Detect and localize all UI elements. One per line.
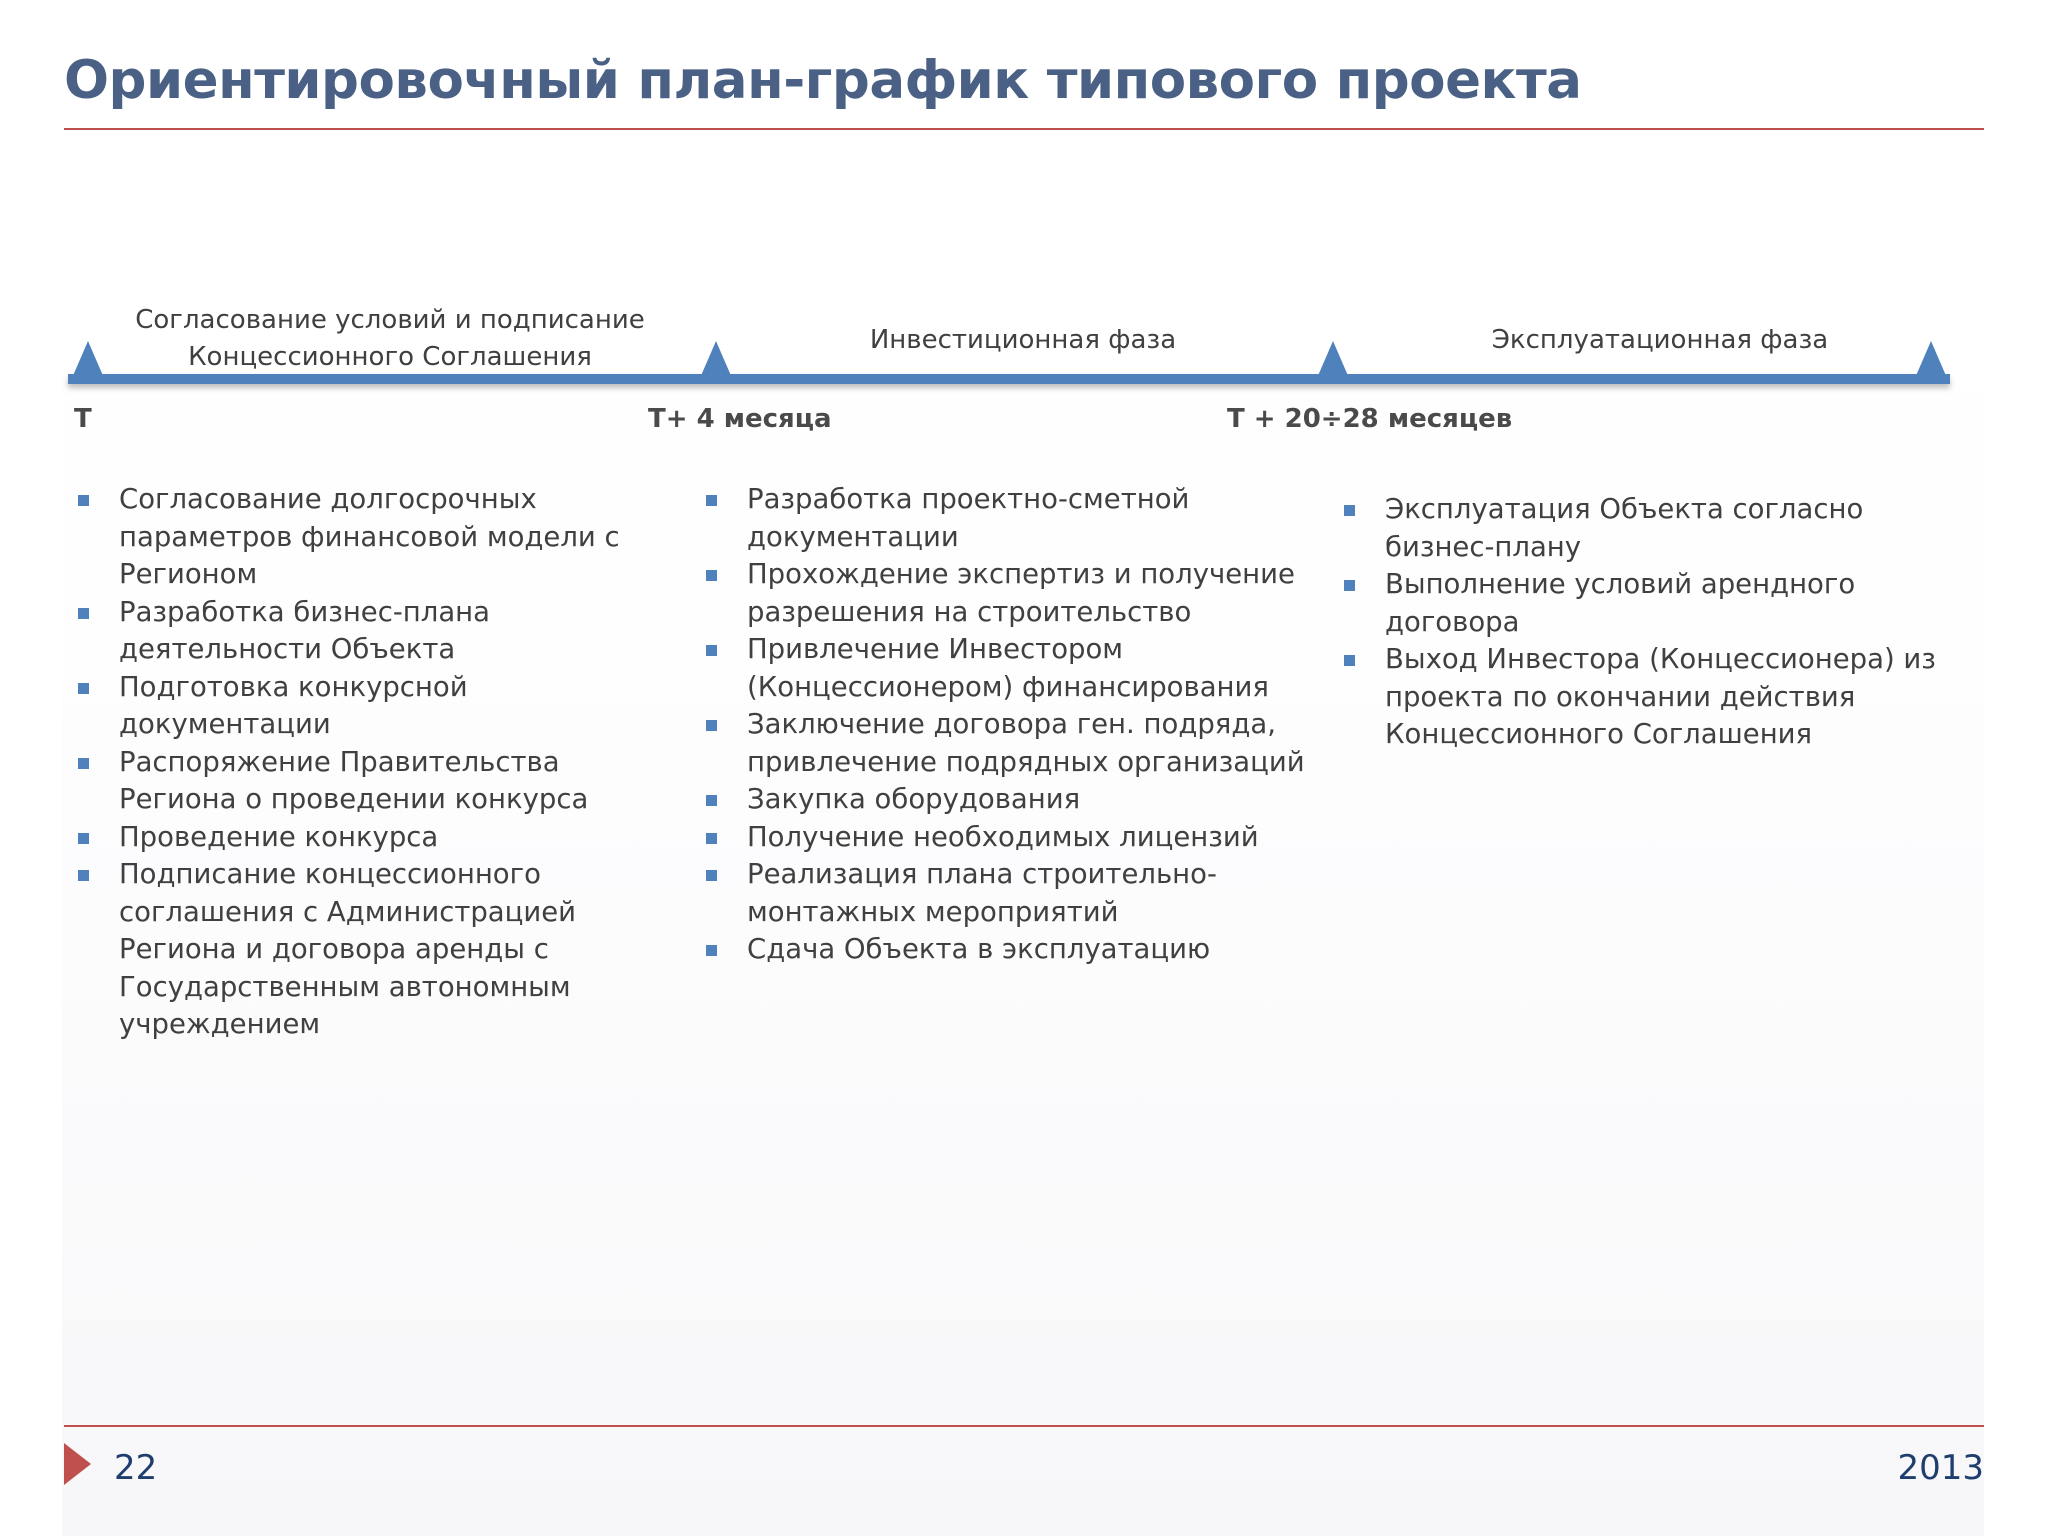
list-item (706, 819, 1306, 857)
list-item (78, 669, 660, 744)
page-title: Ориентировочный план-график типового проекта (64, 50, 1582, 111)
phase-label-line: Концессионного Соглашения (188, 342, 592, 372)
bullet-icon (78, 608, 89, 619)
bullet-icon (706, 645, 717, 656)
list-item-text: Получение необходимых лицензий (747, 820, 1259, 853)
list-item-text: Привлечение Инвестором (Концессионером) финансирования (747, 633, 1269, 703)
list-item (78, 594, 660, 669)
list-item-text: Выполнение условий арендного договора (1385, 568, 1856, 638)
bullet-icon (78, 758, 89, 769)
play-arrow-icon (64, 1443, 91, 1485)
list-item (706, 781, 1306, 819)
bullet-icon (706, 833, 717, 844)
list-item (706, 931, 1306, 969)
list-item-text: Проведение конкурса (119, 820, 439, 853)
list-item-text: Реализация плана строительно-монтажных мероприятий (747, 858, 1217, 928)
phase-label-line: Инвестиционная фаза (869, 325, 1177, 355)
page-number: 22 (114, 1448, 158, 1488)
title-divider (64, 128, 1984, 130)
list-item (706, 856, 1306, 931)
list-item-text: Подписание концессионного соглашения с Администрацией Региона и договора аренды с Государственным автономным учреждением (119, 858, 577, 1040)
task-list-agreement (78, 481, 660, 1044)
bullet-icon (1344, 580, 1355, 591)
bullet-icon (706, 570, 717, 581)
phase-label-line: Согласование условий и подписание (135, 305, 645, 335)
list-item-text: Разработка бизнес-плана деятельности Объекта (119, 595, 491, 665)
list-item (1344, 641, 1964, 754)
phase-label-investment (840, 322, 1206, 359)
bullet-icon (78, 495, 89, 506)
milestone-label-t: Т (74, 404, 92, 434)
list-item-text: Подготовка конкурсной документации (119, 670, 468, 740)
list-item-text: Сдача Объекта в эксплуатацию (747, 933, 1211, 965)
task-list-investment (706, 481, 1306, 969)
list-item (78, 819, 660, 857)
list-item (1344, 566, 1964, 641)
list-item-text: Закупка оборудования (747, 783, 1081, 815)
list-item-text: Согласование долгосрочных параметров финансовой модели с Регионом (119, 483, 620, 590)
list-item (78, 856, 660, 1044)
list-item (78, 744, 660, 819)
bullet-icon (706, 495, 717, 506)
bullet-icon (706, 945, 717, 956)
bullet-icon (706, 795, 717, 806)
phase-label-operation (1460, 322, 1860, 359)
footer-divider (64, 1425, 1984, 1427)
list-item (706, 556, 1306, 631)
list-item (706, 481, 1306, 556)
list-item (1344, 491, 1964, 566)
list-item-text: Заключение договора ген. подряда, привлечение подрядных организаций (747, 708, 1305, 778)
bullet-icon (78, 833, 89, 844)
list-item (706, 631, 1306, 706)
bullet-icon (1344, 505, 1355, 516)
bullet-icon (1344, 655, 1355, 666)
task-list-operation (1344, 491, 1964, 754)
milestone-label-t-plus-20-28: Т + 20÷28 месяцев (1227, 404, 1513, 434)
phase-label-line: Эксплуатационная фаза (1491, 325, 1829, 355)
bullet-icon (706, 720, 717, 731)
list-item (78, 481, 660, 594)
list-item-text: Эксплуатация Объекта согласно бизнес-плану (1385, 493, 1864, 563)
list-item-text: Выход Инвестора (Концессионера) из проекта по окончании действия Концессионного Соглашения (1385, 643, 1936, 750)
list-item-text: Распоряжение Правительства Региона о проведении конкурса (119, 745, 589, 815)
list-item-text: Разработка проектно-сметной документации (747, 483, 1190, 553)
bullet-icon (78, 870, 89, 881)
bullet-icon (78, 683, 89, 694)
footer-year: 2013 (1897, 1448, 1984, 1488)
list-item-text: Прохождение экспертиз и получение разрешения на строительство (747, 558, 1295, 628)
milestone-label-t-plus-4: Т+ 4 месяца (648, 404, 832, 434)
list-item (706, 706, 1306, 781)
phase-label-agreement (120, 302, 660, 376)
bullet-icon (706, 870, 717, 881)
